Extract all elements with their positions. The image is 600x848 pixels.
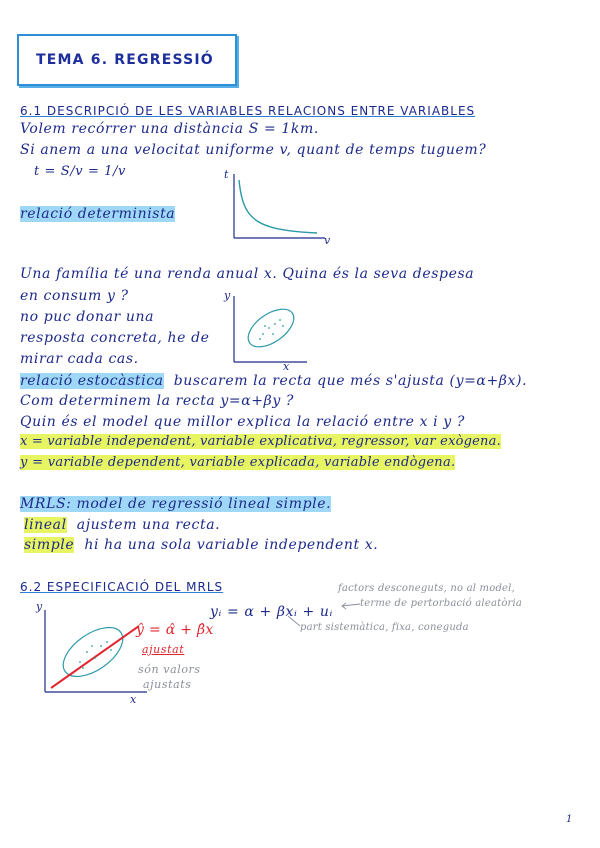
graph2-axis-x: x [283,360,290,373]
graph3-axis-x: x [130,693,137,706]
graph3-axis-y: y [36,600,43,613]
text-line: mirar cada cas. [20,351,139,367]
section-heading-6-1: 6.1 DESCRIPCIÓ DE LES VARIABLES RELACIONS ENTRE VARIABLES [20,104,476,118]
highlight-line-x: x = variable independent, variable explicativa, regressor, var exògena. [20,434,501,449]
page-title: TEMA 6. REGRESSIÓ [36,52,214,68]
section-heading-6-2: 6.2 ESPECIFICACIÓ DEL MRLS [20,580,224,594]
note-part-sistematica: part sistemàtica, fixa, coneguda [300,622,469,633]
graph-regression [35,606,155,698]
text-line: Quin és el model que millor explica la relació entre x i y ? [20,414,465,430]
text-line: resposta concreta, he de [20,330,210,346]
fit-label: ajustat [142,643,185,656]
text-line: no puc donar una [20,309,155,325]
text-line: Volem recórrer una distància S = 1km. [20,121,319,137]
fit-note-line1: són valors [138,663,201,676]
highlight-line-y: y = variable dependent, variable explicada, variable endògena. [20,455,456,470]
note-factors: factors desconeguts, no al model, [338,583,515,594]
graph1-axis-v: v [324,234,331,247]
formula: t = S/v = 1/v [34,164,126,179]
fit-equation: ŷ = α̂ + β̂x [136,622,214,638]
text-line-estocastica: relació estocàstica buscarem la recta que més s'ajusta (y=α+βx). [20,373,528,389]
mrls-definition: MRLS: model de regressió lineal simple. [20,496,332,512]
graph-time-velocity [225,170,335,250]
note-arrows [260,598,370,632]
mrls-simple: simple hi ha una sola variable independent x. [24,537,379,553]
text-line: Una família té una renda anual x. Quina és la seva despesa [20,266,475,282]
label-relacio-determinista: relació determinista [20,206,176,222]
fit-note-line2: ajustats [143,678,192,691]
text-line: Com determinem la recta y=α+βy ? [20,393,294,409]
text-line: en consum y ? [20,288,129,304]
graph1-axis-t: t [224,168,230,181]
page-number: 1 [566,814,573,825]
model-equation: yᵢ = α + βxᵢ + uᵢ [210,604,333,620]
mrls-lineal: lineal ajustem una recta. [24,517,221,533]
text-line: Si anem a una velocitat uniforme v, quant de temps tuguem? [20,142,487,158]
note-pertorbacio: terme de pertorbació aleatòria [360,598,523,609]
graph2-axis-y: y [224,289,231,302]
graph-scatter-ellipse [225,294,315,369]
